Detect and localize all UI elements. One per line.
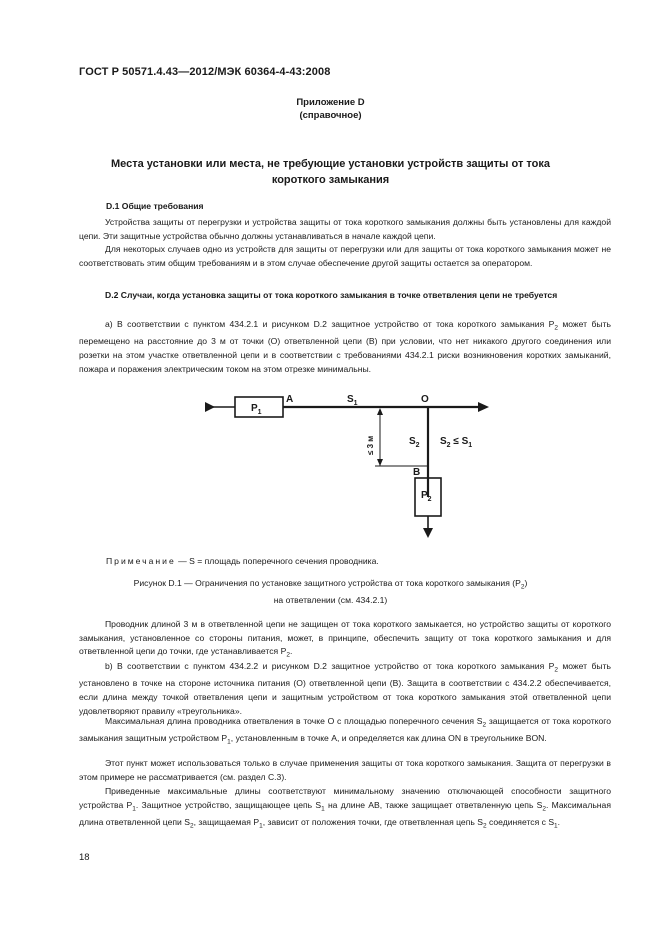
figure-caption-line1: Рисунок D.1 — Ограничения по установке защитного устройства от тока короткого замыкания $(P_2)$ xyxy=(133,578,528,591)
paragraph-after-1: Проводник длиной 3 м в ответвленной цепи не защищен от тока короткого замыкается, но устройство защиты от короткого замыкания, установленное со стороны питания, может, в принципе, обеспечить защиту от тока короткого замыкания и для ответвленной цепи до точки, где устанавливается $P_2$. xyxy=(79,619,611,659)
figure-caption xyxy=(0,577,661,607)
section-d1-paragraph-1: Устройства защиты от перегрузки и устройства защиты от тока короткого замыкания должны быть установлены для каждой цепи. Эти защитные устройства обычно должны устанавливаться в начале каждой цепи. xyxy=(79,217,611,241)
label-s2: $S_2$ xyxy=(409,436,420,449)
figure-note: Примечание — S = площадь поперечного сечения проводника. xyxy=(106,556,379,566)
annex-heading-line2: короткого замыкания xyxy=(271,174,390,186)
section-d1-paragraph-2: Для некоторых случаев одно из устройств для защиты от перегрузки или для защиты от тока короткого замыкания может не соответствовать этим общим требованиям и в этом случае обеспечение другой защиты остается за оператором. xyxy=(79,244,611,268)
section-d2-heading: D.2 Случаи, когда установка защиты от тока короткого замыкания в точке ответвления цепи не требуется xyxy=(105,290,558,300)
label-point-a: A xyxy=(286,394,294,405)
distance-arrow-top xyxy=(377,408,383,415)
label-point-b: B xyxy=(413,467,421,478)
label-point-o: O xyxy=(421,394,429,405)
branch-output-arrow xyxy=(423,528,433,538)
document-header: ГОСТ Р 50571.4.43—2012/МЭК 60364-4-43:2008 xyxy=(79,66,331,78)
annex-type: (справочное) xyxy=(299,110,362,121)
annex-label xyxy=(0,96,661,122)
main-output-arrow xyxy=(478,402,489,412)
annex-heading-line1: Места установки или места, не требующие установки устройств защиты от тока xyxy=(110,158,550,170)
page-number: 18 xyxy=(79,852,90,863)
paragraph-after-4: Этот пункт может использоваться только в случае применения защиты от тока короткого замыкания. Защита от перегрузки в этом примере не рассматривается (см. раздел C.3). xyxy=(79,758,611,782)
section-d2-paragraph-a: а) В соответствии с пунктом 434.2.1 и рисунком D.2 защитное устройство от тока короткого замыкания $P_2$ может быть перемещено на расстояние до 3 м от точки (O) ответвленной цепи (B) при условии, что нет никакого другого соединения или розетки на этом участке ответвленной цепи и в соответствии с требованиями 434.2.1 риски возникновения коротких замыканий, пожара и поражения электрическим током на этом отрезке минимальны. xyxy=(79,319,611,374)
annex-heading xyxy=(0,156,661,188)
paragraph-b: b) В соответствии с пунктом 434.2.2 и рисунком D.2 защитное устройство от тока короткого замыкания $P_2$ может быть установлено в точке на стороне источника питания (O) ответвленной цепи (B). Защита в соответствии с 434.2.2 обеспечивается, если длина между точкой ответвления цепи и защитным устройством от тока короткого замыкания этой ответвленной цепи удовлетворяют правилу «треугольника». xyxy=(79,661,611,716)
figure-d1-diagram xyxy=(195,380,515,545)
label-p2: $P_2$ xyxy=(421,490,432,503)
figure-caption-line2: на ответвлении (см. 434.2.1) xyxy=(273,594,388,605)
paragraph-after-3: Максимальная длина проводника ответвления в точке O с площадью поперечного сечения $S_2$ защищается от тока короткого замыкания защитным устройством $P_1$, установленным в точке A, и определяется как длина ON в треугольнике BON. xyxy=(79,716,611,747)
section-d1-heading: D.1 Общие требования xyxy=(106,201,204,211)
label-s1: $S_1$ xyxy=(347,394,358,407)
distance-arrow-bottom xyxy=(377,459,383,466)
label-distance: ≤ 3 м xyxy=(366,435,375,455)
label-p1: $P_1$ xyxy=(251,403,262,416)
annex-title: Приложение D xyxy=(296,97,365,108)
label-condition: $S_2 \le S_1$ xyxy=(440,436,473,449)
paragraph-after-5: Приведенные максимальные длины соответствуют минимальному значению отключающей способности защитного устройства $P_1$. Защитное устройство, защищающее цепь $S_1$ на длине AB, также защищает ответвленную цепь $S_2$. Максимальная длина ответвленной цепи $S_2$, защищаемая $P_1$, зависит от положения точки, где ответвленная цепь $S_2$ соединяется с $S_1$. xyxy=(79,786,611,830)
input-arrow xyxy=(205,402,215,412)
